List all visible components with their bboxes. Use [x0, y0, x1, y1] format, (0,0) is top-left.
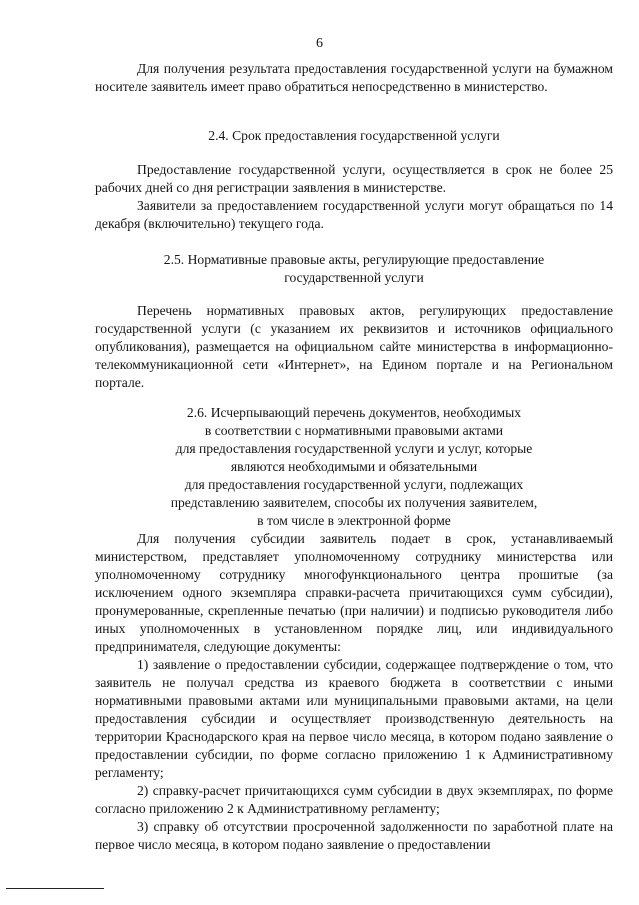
page-number: 6	[316, 36, 323, 51]
section-2-5-body	[95, 302, 613, 392]
paragraph: Для получения результата предоставления государственной услуги на бумажном носителе заявитель имеет право обратиться непосредственно в министерство.	[95, 61, 613, 94]
section-2-5-heading	[95, 251, 613, 287]
paragraph: Предоставление государственной услуги, осуществляется в срок не более 25 рабочих дней со дня регистрации заявления в министерстве.	[95, 162, 613, 195]
paragraph: Для получения субсидии заявитель подает в срок, устанавливаемый министерством, представляет уполномоченному сотруднику министерства или уполномоченному сотруднику многофункционального центра прошитые (за исключением одного экземпляра справки-расчета причитающихся сумм субсидии), пронумерованные, скрепленные печатью (при наличии) и подписью руководителя либо иных уполномоченных в установленном порядке лиц, или индивидуального предпринимателя, следующие документы:	[95, 531, 613, 654]
section-2-6-body	[95, 530, 613, 854]
list-item: 2) справку-расчет причитающихся сумм субсидии в двух экземплярах, по форме согласно приложению 2 к Административному регламенту;	[95, 783, 613, 816]
section-2-4-heading	[95, 127, 613, 145]
heading-line: 2.5. Нормативные правовые акты, регулирующие предоставление	[163, 252, 545, 267]
list-item: 3) справку об отсутствии просроченной задолженности по заработной плате на первое число месяца, в котором подано заявление о предоставлении	[95, 819, 613, 852]
heading-line: в том числе в электронной форме	[257, 513, 451, 528]
list-item: 1) заявление о предоставлении субсидии, содержащее подтверждение о том, что заявитель не получал средства из краевого бюджета в соответствии с иными нормативными правовыми актами или муниципальными правовыми актами, на цели предоставления субсидии и осуществляет производственную деятельность на территории Краснодарского края на первое число месяца, в котором подано заявление о предоставлении субсидии, по форме согласно приложению 1 к Административному регламенту;	[95, 657, 613, 780]
footnote-separator	[6, 888, 104, 889]
heading-line: 2.6. Исчерпывающий перечень документов, необходимых	[186, 405, 522, 420]
heading-line: являются необходимыми и обязательными	[230, 459, 478, 474]
paragraph: Заявители за предоставлением государственной услуги могут обращаться по 14 декабря (включительно) текущего года.	[95, 198, 613, 231]
paragraph: Перечень нормативных правовых актов, регулирующих предоставление государственной услуги (с указанием их реквизитов и источников официального опубликования), размещается на официальном сайте министерства в информационно-телекоммуникационной сети «Интернет», на Едином портале и на Региональном портале.	[95, 303, 613, 390]
heading-line: в соответствии с нормативными правовыми актами	[204, 423, 504, 438]
heading-line: для предоставления государственной услуги, подлежащих	[184, 477, 524, 492]
heading-line: для предоставления государственной услуги и услуг, которые	[175, 441, 533, 456]
heading-line: представлению заявителем, способы их получения заявителем,	[170, 495, 538, 510]
section-2-6-heading	[95, 404, 613, 530]
heading-line: государственной услуги	[284, 270, 424, 285]
section-2-4-body	[95, 161, 613, 233]
heading-line: 2.4. Срок предоставления государственной услуги	[208, 128, 500, 143]
intro-text	[95, 60, 613, 96]
